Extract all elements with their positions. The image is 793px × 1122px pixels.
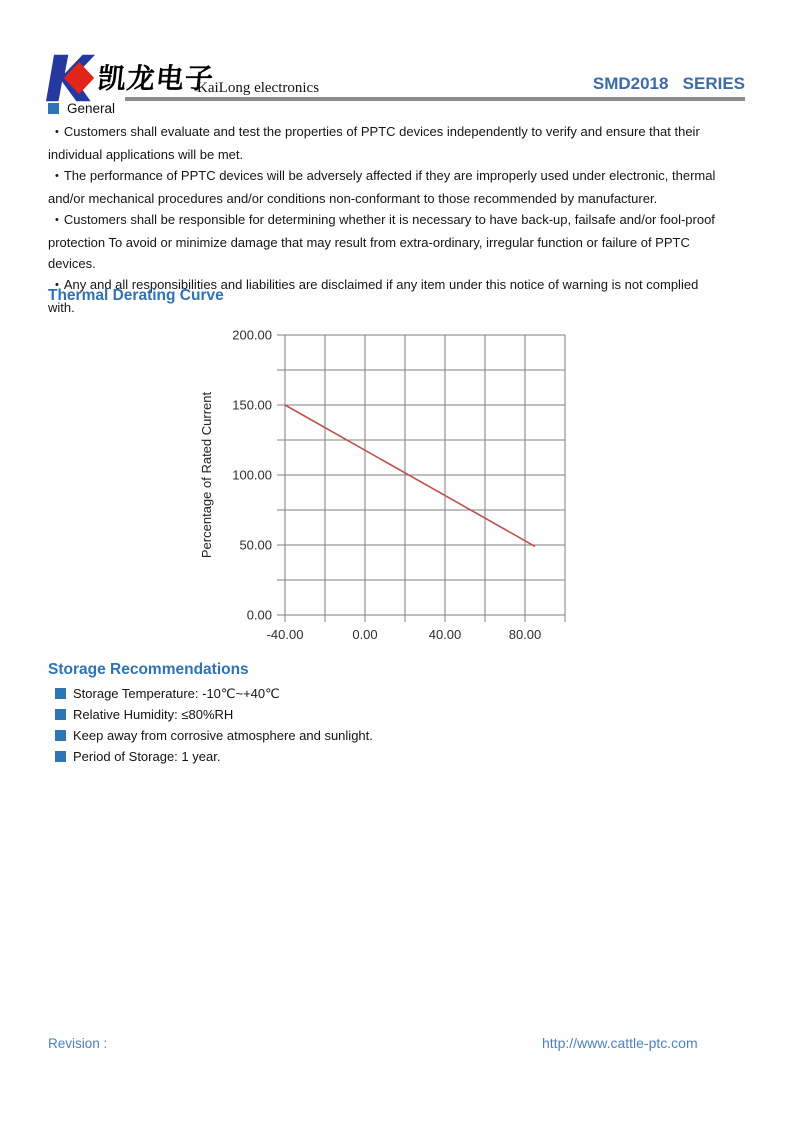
svg-text:0.00: 0.00 <box>246 607 272 623</box>
svg-text:50.00: 50.00 <box>239 537 272 553</box>
general-bullet-item <box>48 165 726 209</box>
svg-text:200.00: 200.00 <box>232 327 272 343</box>
svg-text:-40.00: -40.00 <box>266 627 304 642</box>
company-name-english: KaiLong electronics <box>197 80 320 96</box>
storage-item-text: Storage Temperature: -10℃~+40℃ <box>73 685 280 701</box>
storage-item-text: Keep away from corrosive atmosphere and sunlight. <box>73 728 373 743</box>
svg-text:0.00: 0.00 <box>352 627 378 642</box>
storage-list-item <box>55 725 373 746</box>
dot-bullet-icon <box>48 212 64 227</box>
general-section-header <box>48 101 115 116</box>
blue-square-bullet-icon <box>55 688 66 699</box>
storage-recommendations-heading: Storage Recommendations <box>48 661 249 678</box>
blue-square-bullet-icon <box>48 103 59 114</box>
general-section-title: General <box>67 101 116 116</box>
storage-item-text: Period of Storage: 1 year. <box>73 749 221 764</box>
svg-text:150.00: 150.00 <box>232 397 272 413</box>
storage-items-list <box>55 683 373 767</box>
company-name-chinese: 凯龙电子 <box>96 62 216 95</box>
thermal-derating-heading: Thermal Derating Curve <box>48 287 224 304</box>
storage-list-item <box>55 746 373 767</box>
revision-label: Revision : <box>48 1036 108 1051</box>
svg-text:80.00: 80.00 <box>508 627 542 642</box>
dot-bullet-icon <box>48 124 64 139</box>
general-bullet-item <box>48 121 726 165</box>
website-link[interactable]: http://www.cattle-ptc.com <box>542 1035 698 1051</box>
storage-list-item <box>55 704 373 725</box>
general-bullet-item <box>48 209 726 274</box>
kailong-logo-icon <box>44 53 98 103</box>
svg-text:40.00: 40.00 <box>428 627 462 642</box>
svg-text:Percentage of Rated Current: Percentage of Rated Current <box>199 391 214 559</box>
blue-square-bullet-icon <box>55 751 66 762</box>
thermal-derating-chart <box>180 320 600 650</box>
general-bullet-text: Customers shall be responsible for determining whether it is necessary to have back-up, failsafe and/or fool-proof protection To avoid or minimize damage that may result from extra-ordinary, irregular function or failure of PPTC devices. <box>48 212 715 271</box>
header-divider <box>125 97 745 101</box>
thermal-derating-chart-container <box>180 320 600 650</box>
blue-square-bullet-icon <box>55 709 66 720</box>
svg-text:100.00: 100.00 <box>232 467 272 483</box>
blue-square-bullet-icon <box>55 730 66 741</box>
general-bullet-text: Customers shall evaluate and test the properties of PPTC devices independently to verify and ensure that their individual applications will be met. <box>48 124 700 162</box>
storage-item-text: Relative Humidity: ≤80%RH <box>73 707 234 722</box>
dot-bullet-icon <box>48 168 64 183</box>
general-bullet-text: Any and all responsibilities and liabilities are disclaimed if any item under this notice of warning is not complied with. <box>48 277 699 315</box>
general-bullet-text: The performance of PPTC devices will be adversely affected if they are improperly used under electronic, thermal and/or mechanical procedures and/or conditions non-conformant to those recommended by manufacturer. <box>48 168 716 206</box>
storage-list-item <box>55 683 373 704</box>
series-title: SMD2018 SERIES <box>592 74 745 93</box>
